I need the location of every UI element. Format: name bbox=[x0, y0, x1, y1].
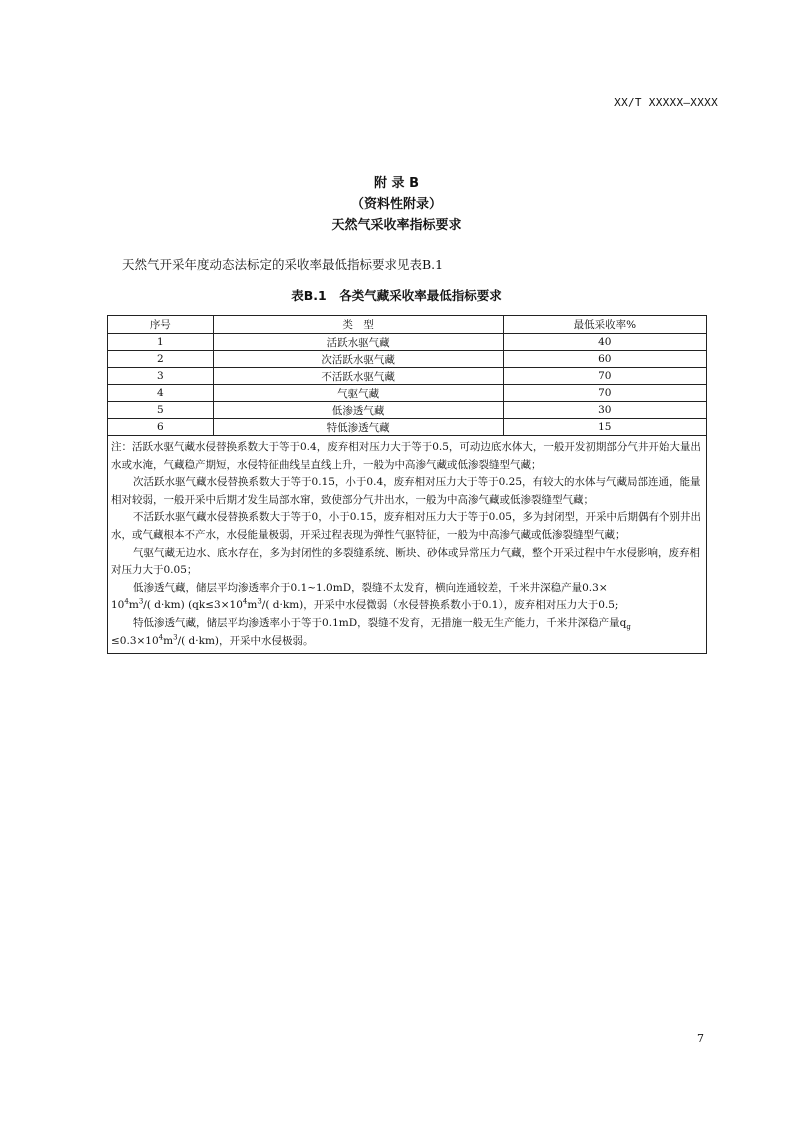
note-inactive-water-drive: 不活跃水驱气藏水侵替换系数大于等于0，小于0.15，废弃相对压力大于等于0.05，多为封闭型，开采中后期偶有个别井出水，或气藏根本不产水，水侵能量极弱，开采过程表现为弹性气驱特征，一般为中高渗气藏或低渗裂缝型气藏； bbox=[111, 511, 701, 541]
note-text: ≤0.3×10 bbox=[111, 634, 159, 647]
note-low-permeability bbox=[111, 580, 703, 598]
table-row bbox=[108, 351, 707, 368]
cell-index: 1 bbox=[108, 334, 214, 351]
cell-type: 次活跃水驱气藏 bbox=[213, 351, 503, 368]
table-title: 表B.1 各类气藏采收率最低指标要求 bbox=[291, 288, 502, 303]
table-notes-row bbox=[108, 436, 707, 654]
table-row bbox=[108, 368, 707, 385]
header-type: 类 型 bbox=[213, 316, 503, 334]
note-sub: g bbox=[626, 623, 631, 632]
cell-index: 3 bbox=[108, 368, 214, 385]
table-header-row bbox=[108, 316, 707, 334]
note-active-water-drive: 注：活跃水驱气藏水侵替换系数大于等于0.4，废弃相对压力大于等于0.5，可动边底水体大，一般开发初期部分气井开始大量出水或水淹，气藏稳产期短，水侵特征曲线呈直线上升，一般为中高渗气藏或低渗裂缝型气藏； bbox=[111, 441, 701, 471]
note-sup: 4 bbox=[124, 597, 129, 606]
note-sub-active-water-drive: 次活跃水驱气藏水侵替换系数大于等于0.15，小于0.4，废弃相对压力大于等于0.25，有较大的水体与气藏局部连通，能量相对较弱，一般开采中后期才发生局部水窜，致使部分气井出水，一般为中高渗气藏或低渗裂缝型气藏； bbox=[111, 476, 701, 506]
cell-index: 6 bbox=[108, 419, 214, 436]
cell-rate: 40 bbox=[503, 334, 706, 351]
recovery-rate-table bbox=[107, 315, 707, 654]
appendix-title: 天然气采收率指标要求 bbox=[331, 218, 462, 233]
header-min-rate: 最低采收率% bbox=[503, 316, 706, 334]
note-text: m bbox=[128, 599, 139, 612]
appendix-heading bbox=[0, 174, 793, 237]
note-gas-drive: 气驱气藏无边水、底水存在，多为封闭性的多裂缝系统、断块、砂体或异常压力气藏，整个开采过程中午水侵影响，废弃相对压力大于0.05； bbox=[111, 546, 701, 577]
cell-type: 气驱气藏 bbox=[213, 385, 503, 402]
cell-index: 4 bbox=[108, 385, 214, 402]
note-sup: 3 bbox=[257, 597, 262, 606]
cell-rate: 60 bbox=[503, 351, 706, 368]
note-text: /( d·km)，开采中水侵极弱。 bbox=[177, 634, 314, 647]
note-text: m bbox=[163, 634, 174, 647]
table-row bbox=[108, 334, 707, 351]
note-text: m bbox=[247, 599, 258, 612]
table-notes bbox=[108, 436, 707, 654]
cell-rate: 15 bbox=[503, 419, 706, 436]
appendix-label: 附 录 B bbox=[374, 176, 419, 191]
note-low-perm-line1: 低渗透气藏，储层平均渗透率介于0.1~1.0mD，裂缝不太发育，横向连通较差，千米井深稳产量0.3× bbox=[133, 581, 608, 594]
note-ultra-low-permeability-cont bbox=[111, 633, 703, 651]
note-text: 特低渗透气藏，储层平均渗透率小于等于0.1mD，裂缝不发育，无措施一般无生产能力，千米井深稳产量q bbox=[133, 616, 627, 629]
cell-index: 5 bbox=[108, 402, 214, 419]
note-text: 10 bbox=[111, 599, 125, 612]
cell-type: 不活跃水驱气藏 bbox=[213, 368, 503, 385]
header-index: 序号 bbox=[108, 316, 214, 334]
table-row bbox=[108, 402, 707, 419]
note-sup: 4 bbox=[158, 633, 164, 642]
table-row bbox=[108, 419, 707, 436]
note-low-permeability-cont bbox=[111, 597, 703, 615]
cell-rate: 30 bbox=[503, 402, 706, 419]
note-text: /( d·km)，开采中水侵微弱（水侵替换系数小于0.1），废弃相对压力大于0.5; bbox=[261, 599, 619, 612]
note-ultra-low-permeability bbox=[111, 615, 703, 633]
cell-type: 活跃水驱气藏 bbox=[213, 334, 503, 351]
appendix-type: （资料性附录） bbox=[350, 197, 442, 212]
intro-text: 天然气开采年度动态法标定的采收率最低指标要求见表B.1 bbox=[122, 257, 444, 272]
page-number: 7 bbox=[697, 1032, 704, 1045]
note-sup: 3 bbox=[138, 597, 144, 606]
document-code: XX/T XXXXX—XXXX bbox=[614, 96, 718, 109]
cell-type: 特低渗透气藏 bbox=[213, 419, 503, 436]
table-row bbox=[108, 385, 707, 402]
note-sup: 3 bbox=[173, 633, 178, 642]
cell-rate: 70 bbox=[503, 368, 706, 385]
note-sup: 4 bbox=[242, 597, 248, 606]
cell-rate: 70 bbox=[503, 385, 706, 402]
cell-type: 低渗透气藏 bbox=[213, 402, 503, 419]
note-text: /( d·km) (qk≤3×10 bbox=[143, 599, 243, 612]
cell-index: 2 bbox=[108, 351, 214, 368]
